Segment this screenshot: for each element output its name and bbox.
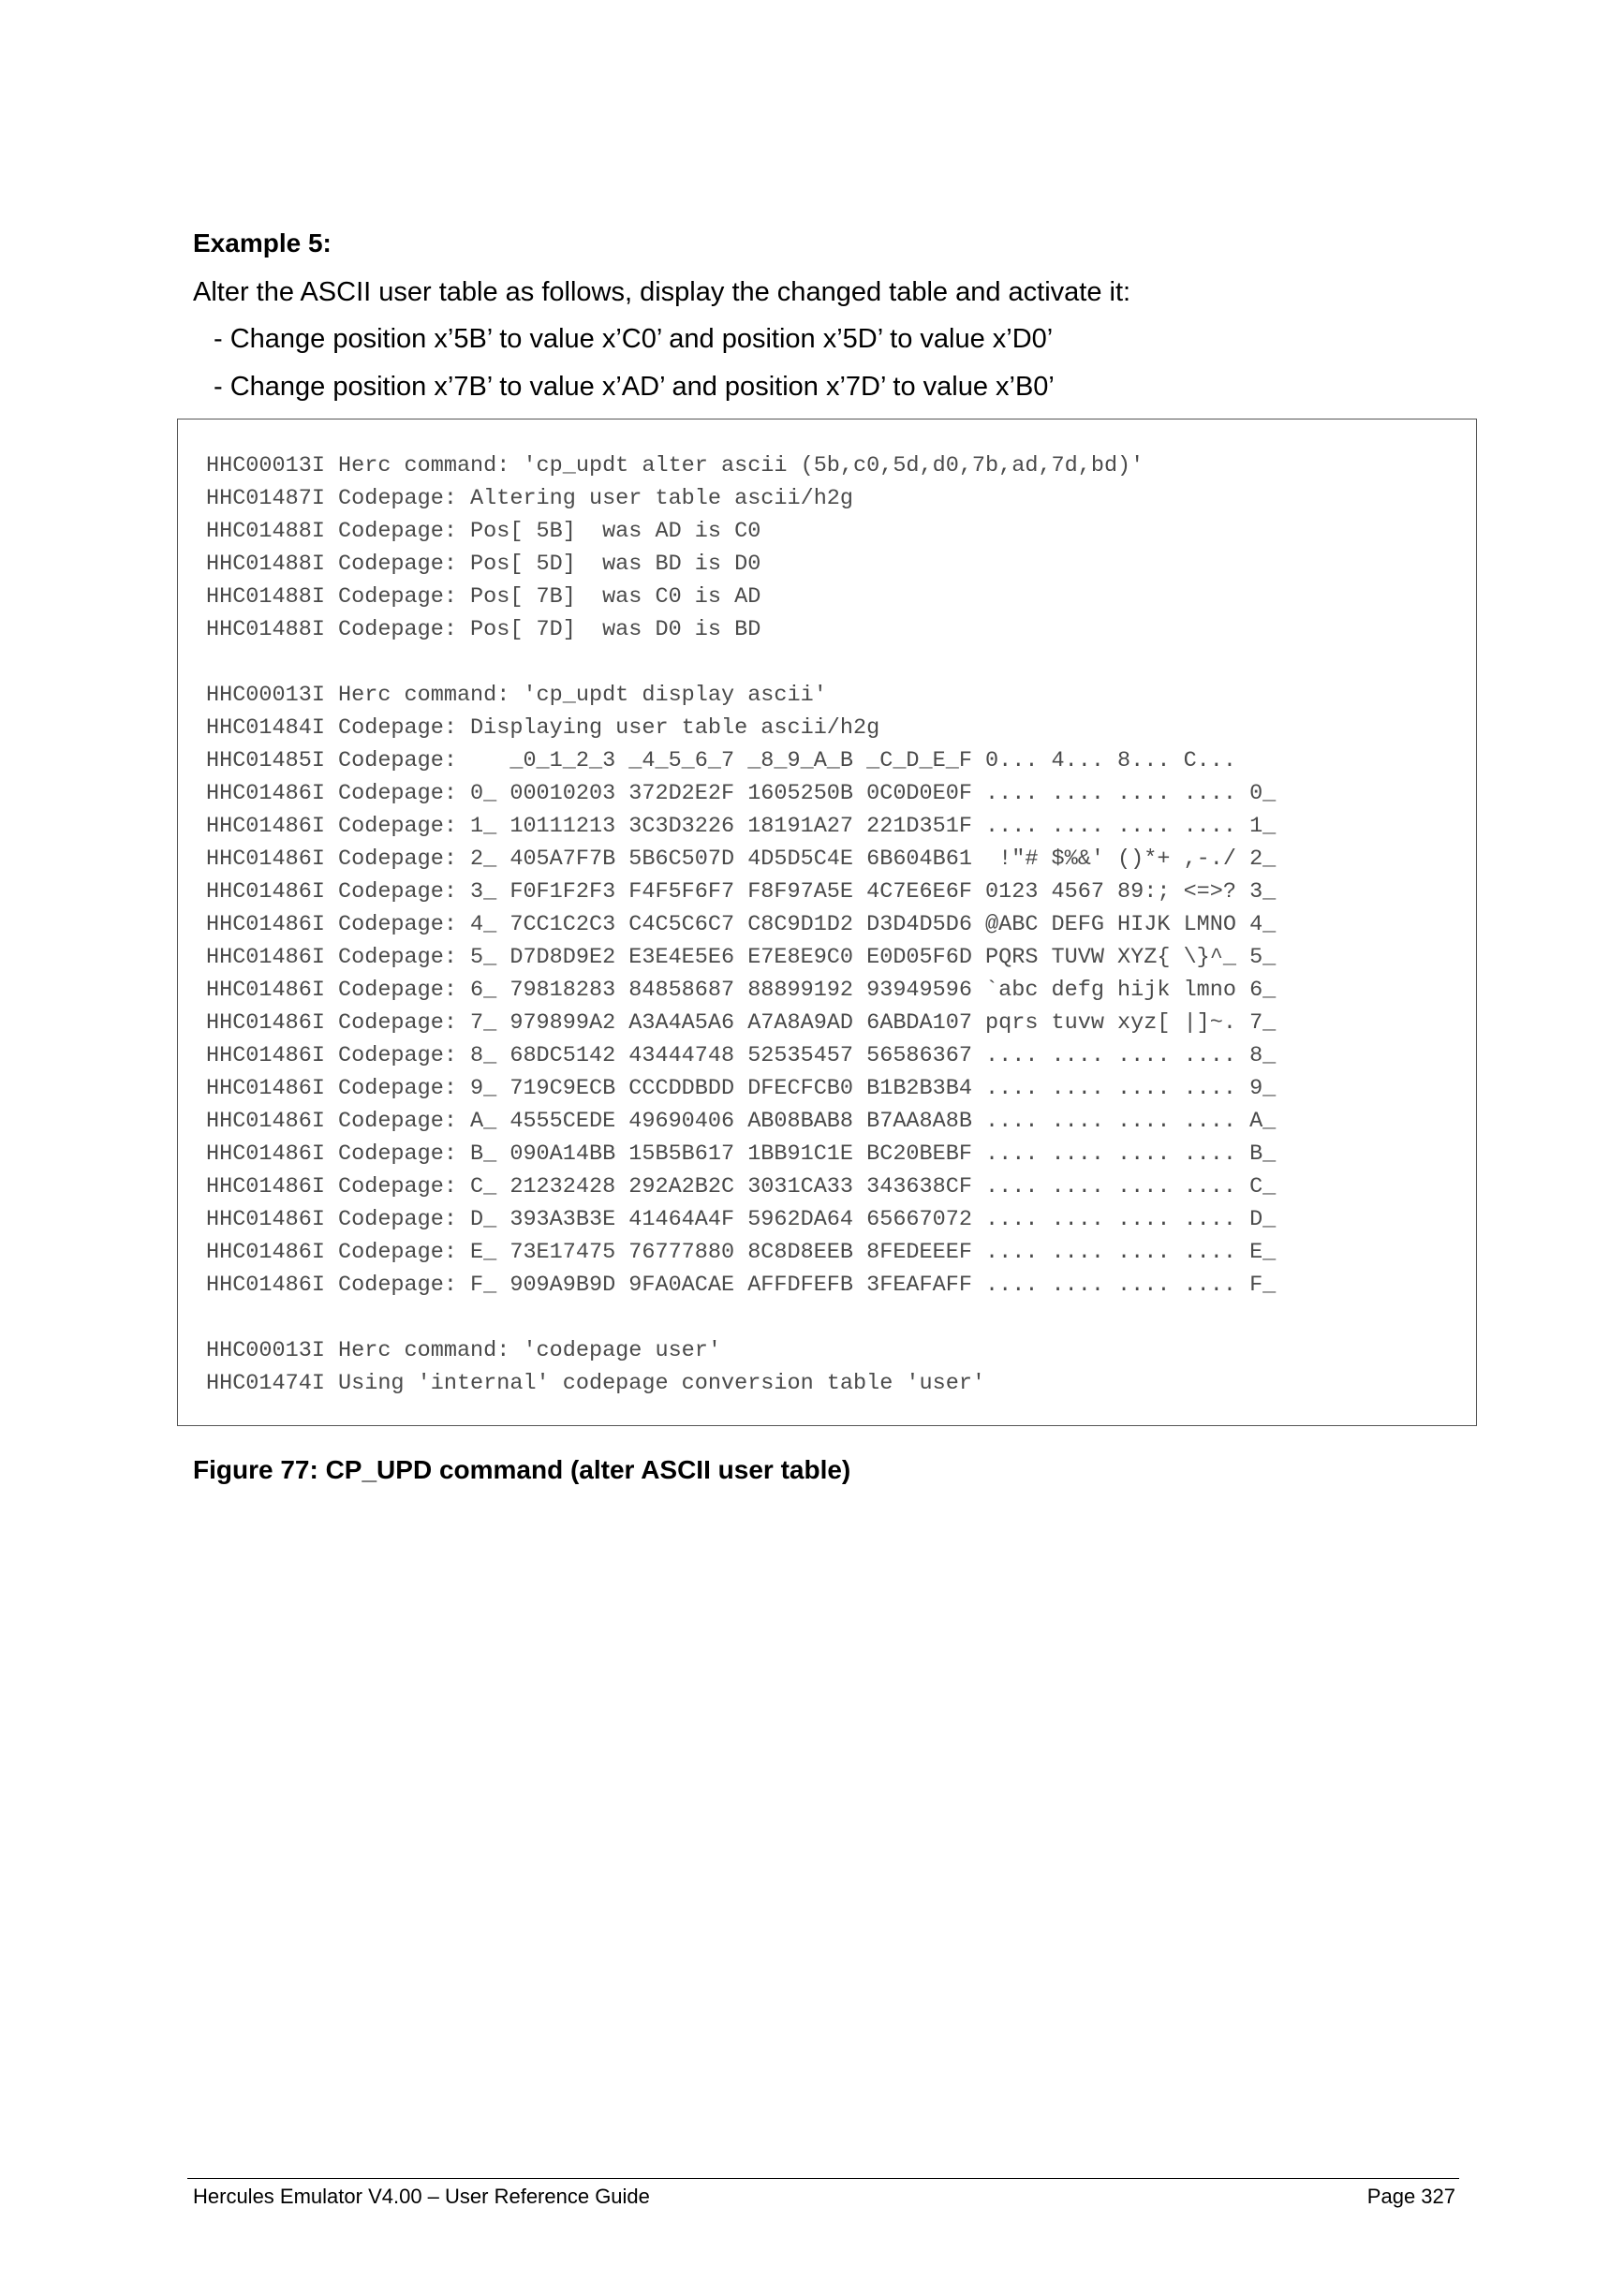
footer-divider bbox=[187, 2178, 1459, 2179]
console-line: HHC01486I Codepage: E_ 73E17475 76777880 8C8D8EEB 8FEDEEEF .... .... .... .... E_ bbox=[206, 1240, 1277, 1265]
example-heading: Example 5: bbox=[193, 228, 332, 258]
console-line: HHC01486I Codepage: 1_ 10111213 3C3D3226 18191A27 221D351F .... .... .... .... 1_ bbox=[206, 814, 1277, 839]
console-line: HHC01486I Codepage: 0_ 00010203 372D2E2F 1605250B 0C0D0E0F .... .... .... .... 0_ bbox=[206, 781, 1277, 806]
console-line: HHC01488I Codepage: Pos[ 7D] was D0 is BD bbox=[206, 617, 761, 642]
console-line: HHC01486I Codepage: 2_ 405A7F7B 5B6C507D 4D5D5C4E 6B604B61 !"# $%&' ()*+ ,-./ 2_ bbox=[206, 846, 1277, 872]
console-line: HHC01488I Codepage: Pos[ 5B] was AD is C0 bbox=[206, 519, 761, 544]
console-line: HHC00013I Herc command: 'cp_updt display ascii' bbox=[206, 683, 827, 708]
console-line: HHC01486I Codepage: 7_ 979899A2 A3A4A5A6 A7A8A9AD 6ABDA107 pqrs tuvw xyz[ |]~. 7_ bbox=[206, 1010, 1277, 1036]
change-list bbox=[214, 320, 1055, 416]
footer-document-title: Hercules Emulator V4.00 – User Reference Guide bbox=[193, 2185, 650, 2208]
footer-page-number: Page 327 bbox=[1366, 2185, 1455, 2208]
console-line: HHC01474I Using 'internal' codepage conversion table 'user' bbox=[206, 1371, 986, 1396]
console-line bbox=[206, 1302, 1276, 1334]
console-line: HHC01486I Codepage: 4_ 7CC1C2C3 C4C5C6C7 C8C9D1D2 D3D4D5D6 @ABC DEFG HIJK LMNO 4_ bbox=[206, 912, 1277, 937]
console-line: HHC01486I Codepage: 3_ F0F1F2F3 F4F5F6F7 F8F97A5E 4C7E6E6F 0123 4567 89:; <=>? 3_ bbox=[206, 879, 1277, 905]
console-line: HHC00013I Herc command: 'codepage user' bbox=[206, 1338, 721, 1363]
console-line: HHC01486I Codepage: F_ 909A9B9D 9FA0ACAE AFFDFEFB 3FEAFAFF .... .... .... .... F_ bbox=[206, 1273, 1277, 1298]
console-line: HHC01486I Codepage: C_ 21232428 292A2B2C 3031CA33 343638CF .... .... .... .... C_ bbox=[206, 1174, 1277, 1200]
console-line: HHC01486I Codepage: B_ 090A14BB 15B5B617 1BB91C1E BC20BEBF .... .... .... .... B_ bbox=[206, 1141, 1277, 1167]
console-line: HHC01486I Codepage: 5_ D7D8D9E2 E3E4E5E6 E7E8E9C0 E0D05F6D PQRS TUVW XYZ{ \}^_ 5_ bbox=[206, 945, 1277, 970]
change-item: - Change position x’5B’ to value x’C0’ and position x’5D’ to value x’D0’ bbox=[214, 324, 1054, 354]
intro-paragraph: Alter the ASCII user table as follows, display the changed table and activate it: bbox=[193, 277, 1131, 307]
console-line bbox=[206, 646, 1276, 679]
console-line: HHC01486I Codepage: 8_ 68DC5142 43444748 52535457 56586367 .... .... .... .... 8_ bbox=[206, 1043, 1277, 1068]
console-line: HHC01486I Codepage: D_ 393A3B3E 41464A4F 5962DA64 65667072 .... .... .... .... D_ bbox=[206, 1207, 1277, 1232]
console-line: HHC01484I Codepage: Displaying user table ascii/h2g bbox=[206, 715, 880, 741]
console-line: HHC01487I Codepage: Altering user table ascii/h2g bbox=[206, 486, 854, 511]
change-item: - Change position x’7B’ to value x’AD’ and position x’7D’ to value x’B0’ bbox=[214, 372, 1055, 402]
console-line: HHC01485I Codepage: _0_1_2_3 _4_5_6_7 _8_9_A_B _C_D_E_F 0... 4... 8... C... bbox=[206, 748, 1236, 773]
console-line: HHC00013I Herc command: 'cp_updt alter ascii (5b,c0,5d,d0,7b,ad,7d,bd)' bbox=[206, 453, 1144, 478]
console-line: HHC01488I Codepage: Pos[ 7B] was C0 is AD bbox=[206, 584, 761, 610]
console-line: HHC01486I Codepage: A_ 4555CEDE 49690406 AB08BAB8 B7AA8A8B .... .... .... .... A_ bbox=[206, 1109, 1277, 1134]
console-line: HHC01486I Codepage: 6_ 79818283 84858687 88899192 93949596 `abc defg hijk lmno 6_ bbox=[206, 978, 1277, 1003]
console-line: HHC01488I Codepage: Pos[ 5D] was BD is D0 bbox=[206, 552, 761, 577]
console-line: HHC01486I Codepage: 9_ 719C9ECB CCCDDBDD DFECFCB0 B1B2B3B4 .... .... .... .... 9_ bbox=[206, 1076, 1277, 1101]
console-lines bbox=[206, 449, 1276, 1400]
figure-caption: Figure 77: CP_UPD command (alter ASCII user table) bbox=[193, 1455, 851, 1484]
console-output-box bbox=[177, 419, 1477, 1426]
